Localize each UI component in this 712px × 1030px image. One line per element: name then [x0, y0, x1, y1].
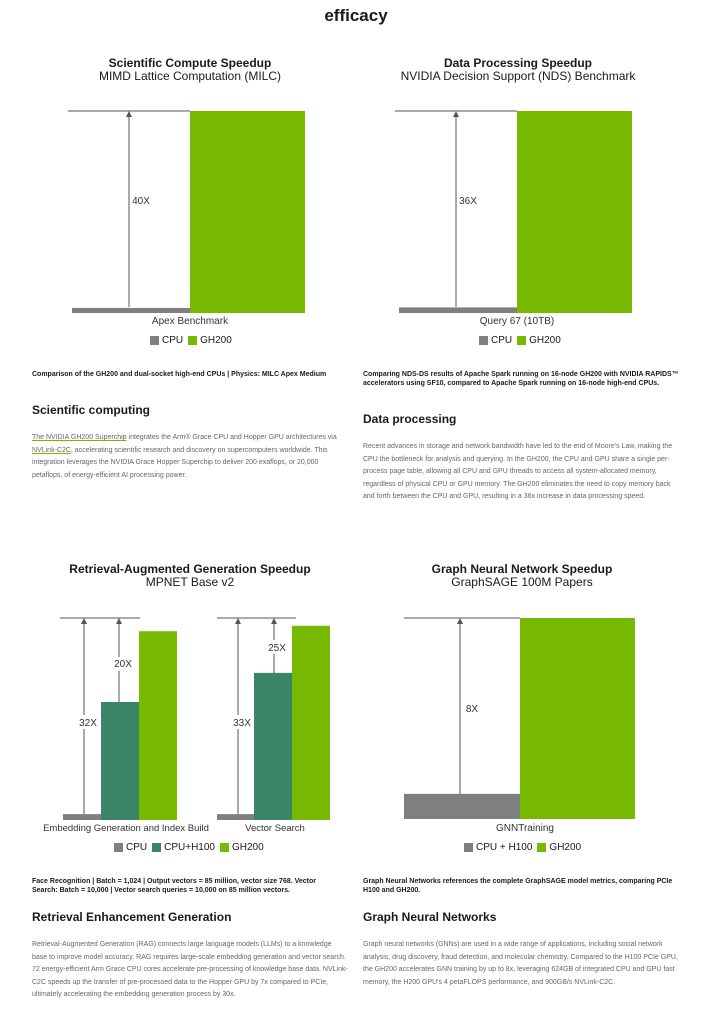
scientific-compute-plot: [60, 100, 320, 330]
figure-caption: Comparing NDS-DS results of Apache Spark running on 16-node GH200 with NVIDIA RAPIDS™ accelerators using SF10, compared to Apache Spark running on 16-node high-end CPUs.: [363, 371, 679, 387]
legend-label: CPU + H100: [476, 842, 533, 853]
legend-label: GH200: [231, 842, 264, 853]
bar-cpu: [399, 307, 517, 313]
legend-swatch-gh200: [537, 843, 546, 852]
bar-gh200: [517, 111, 632, 313]
bar-cpu: [72, 308, 190, 313]
gnn-plot: [392, 605, 652, 837]
section-body: Recent advances in storage and network bandwidth have led to the end of Moore's Law, making the CPU the bottleneck for analysis and querying. In the GH200, the CPU and GPU share a single per-process page table, allowing all CPU and GPU threads to access all system-allocated memory, regardless of physical CPU or GPU memory. The GH200 eliminates the need to copy memory back and forth between the CPU and GPU, resulting in a 36x increase in data processing speed.: [363, 443, 673, 500]
chart-subtitle: NVIDIA Decision Support (NDS) Benchmark: [400, 69, 636, 83]
bar-gh200: [139, 631, 177, 820]
category-label: Embedding Generation and Index Build: [43, 823, 209, 834]
bar-cpu-h100: [101, 702, 139, 820]
rag-chart: [25, 563, 355, 589]
section-heading: Scientific computing: [32, 403, 151, 417]
figure-caption: Face Recognition | Batch = 1,024 | Output vectors = 85 million, vector size 768. Vector Search: Batch = 10,000 | Vector search queries = 10,000 on 85 million vectors.: [32, 878, 317, 894]
legend-label: GH200: [200, 335, 232, 346]
rag-plot: [40, 605, 340, 837]
legend-swatch-gh200: [220, 843, 229, 852]
speedup-label: 8X: [465, 704, 479, 715]
legend-label: CPU: [491, 335, 513, 346]
legend: [464, 842, 581, 853]
arrow-head: [126, 111, 132, 117]
legend-swatch-cpu: [479, 336, 488, 345]
nvlink-link[interactable]: NVLink-C2C: [32, 446, 71, 454]
bar-cpu: [217, 814, 254, 820]
arrow-head: [457, 618, 463, 624]
arrow-head: [453, 111, 459, 117]
speedup-label: 40X: [132, 196, 150, 207]
section-heading: Data processing: [363, 412, 457, 426]
gnn-chart: [357, 563, 687, 589]
legend-swatch-gh200: [188, 336, 197, 345]
bar-cpu-h100: [254, 673, 292, 820]
speedup-label: 20X: [114, 659, 132, 670]
category-label: Apex Benchmark: [151, 316, 229, 327]
chart-title: Data Processing Speedup: [443, 56, 593, 70]
legend: [479, 335, 561, 346]
body-text: , accelerating scientific research and discovery on supercomputers worldwide. This integration leverages the NVIDIA Grace Hopper Superchip to deliver 200 exaflops, or 20,000 petaflops, of energy-efficient AI processing power.: [32, 446, 328, 479]
section-body: Retrieval-Augmented Generation (RAG) connects large language models (LLMs) to a knowledge base to improve model accuracy. RAG requires large-scale embedding generation and vector search. 72 energy-efficient Arm Grace CPU cores accelerate pre-processing of knowledge base data. NVLink-C2C speeds up the transfer of pre-processed data to the Hopper GPU by 7x compared to PCIe, ultimately accelerating the embedding generation process by 30x.: [32, 941, 348, 998]
legend-label: CPU: [126, 842, 148, 853]
bar-cpu: [63, 814, 101, 820]
legend-label: CPU: [162, 335, 184, 346]
data-processing-chart: [353, 57, 683, 83]
chart-subtitle: GraphSAGE 100M Papers: [451, 575, 593, 589]
page-title: efficacy: [324, 6, 388, 25]
bar-cpu-h100: [404, 794, 520, 819]
speedup-label: 33X: [233, 718, 251, 729]
arrow-head: [271, 618, 277, 624]
figure-caption: Graph Neural Networks references the complete GraphSAGE model metrics, comparing PCIe H100 and GH200.: [363, 878, 673, 894]
legend-label: CPU+H100: [164, 842, 215, 853]
chart-subtitle: MIMD Lattice Computation (MILC): [98, 69, 282, 83]
chart-subtitle: MPNET Base v2: [145, 575, 235, 589]
section-heading: Graph Neural Networks: [363, 910, 497, 924]
section-heading: Retrieval Enhancement Generation: [32, 910, 232, 924]
arrow-head: [81, 618, 87, 624]
grace-hopper-link[interactable]: The NVIDIA GH200 Superchip: [32, 434, 127, 441]
bar-gh200: [292, 626, 330, 820]
arrow-head: [116, 618, 122, 624]
body-text: integrates the Arm® Grace CPU and Hopper GPU architectures via: [126, 434, 337, 441]
section-body: [32, 432, 344, 482]
figure-caption: Comparison of the GH200 and dual-socket high-end CPUs | Physics: MILC Apex Medium: [32, 371, 327, 378]
speedup-label: 36X: [459, 196, 477, 207]
speedup-label: 25X: [268, 643, 286, 654]
chart-title: Retrieval-Augmented Generation Speedup: [69, 562, 311, 576]
category-label: Vector Search: [245, 823, 305, 834]
legend-label: GH200: [529, 335, 561, 346]
data-processing-plot: [387, 100, 647, 330]
legend-swatch-cpu: [114, 843, 123, 852]
legend: [150, 335, 232, 346]
bar-gh200: [520, 618, 635, 819]
chart-title: Graph Neural Network Speedup: [431, 562, 613, 576]
category-label: GNNTraining: [496, 823, 554, 834]
scientific-compute-chart: [25, 57, 355, 83]
legend-swatch-cpu-h100: [152, 843, 161, 852]
legend-swatch-cpu-h100: [464, 843, 473, 852]
chart-title: Scientific Compute Speedup: [108, 56, 272, 70]
section-body: Graph neural networks (GNNs) are used in a wide range of applications, including social network analysis, drug discovery, fraud detection, and molecular chemistry. Compared to the H100 PCIe GPU, the GH200 accelerates GNN training by up to 8x, leveraging 624GB of integrated CPU and GPU fast memory, the H200 GPU's 4 petaFLOPS performance, and 900GB/s NVLink-C2C.: [363, 941, 678, 986]
legend: [114, 842, 264, 853]
speedup-label: 32X: [79, 718, 97, 729]
bar-gh200: [190, 111, 305, 313]
arrow-head: [235, 618, 241, 624]
legend-swatch-cpu: [150, 336, 159, 345]
category-label: Query 67 (10TB): [479, 316, 555, 327]
legend-swatch-gh200: [517, 336, 526, 345]
legend-label: GH200: [549, 842, 582, 853]
